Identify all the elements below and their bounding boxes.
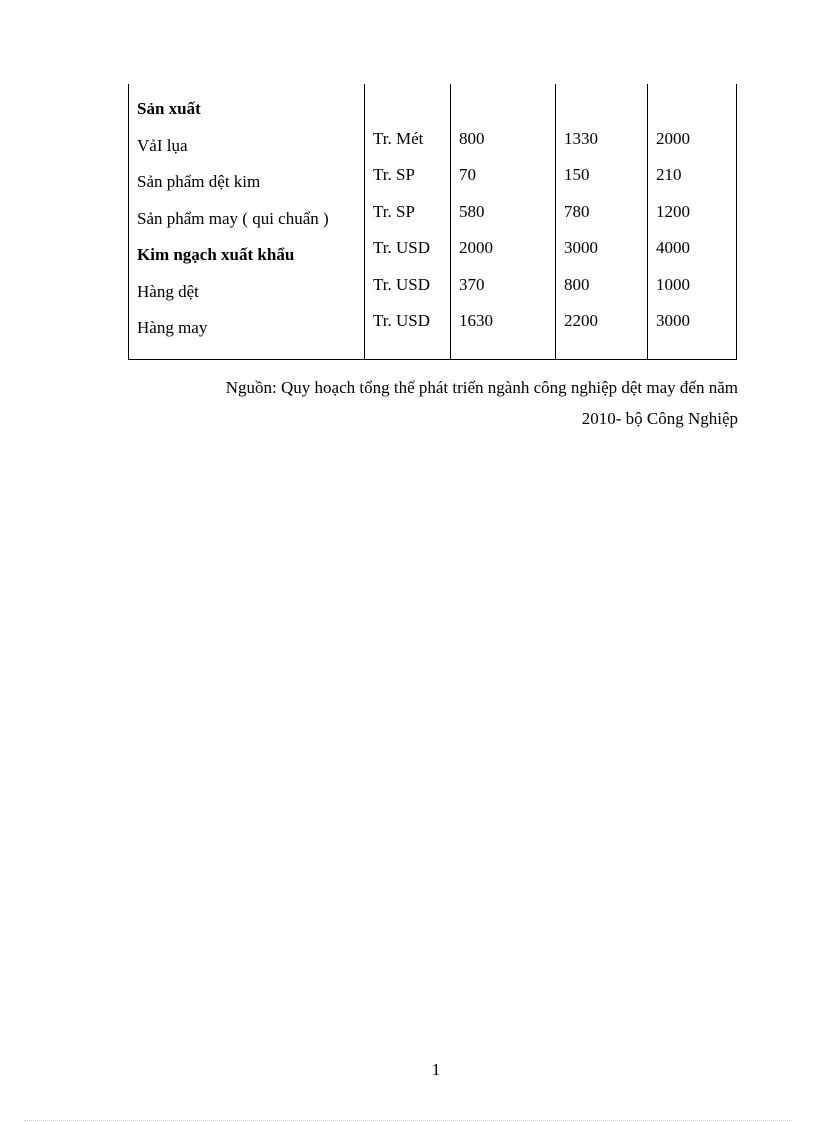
row-label: Kim ngạch xuất khẩu <box>129 237 365 274</box>
row-value-1: 2000 <box>451 237 556 274</box>
row-value-3: 2000 <box>648 128 737 165</box>
row-unit: Tr. SP <box>365 201 451 238</box>
row-value-3: 1200 <box>648 201 737 238</box>
row-label: Hàng dệt <box>129 274 365 311</box>
row-value-1: 70 <box>451 164 556 201</box>
textile-plan-table <box>128 84 737 360</box>
page-bottom-divider <box>24 1120 792 1121</box>
row-unit: Tr. Mét <box>365 128 451 165</box>
row-unit: Tr. USD <box>365 310 451 359</box>
row-unit: Tr. USD <box>365 274 451 311</box>
row-value-1 <box>451 84 556 128</box>
row-value-2: 780 <box>556 201 648 238</box>
row-unit <box>365 84 451 128</box>
row-value-3: 1000 <box>648 274 737 311</box>
row-value-1: 580 <box>451 201 556 238</box>
page-number: 1 <box>431 1060 441 1079</box>
row-value-2: 2200 <box>556 310 648 359</box>
table-row <box>129 237 737 274</box>
row-value-1: 1630 <box>451 310 556 359</box>
row-value-3: 210 <box>648 164 737 201</box>
row-label: VảI lụa <box>129 128 365 165</box>
table-row <box>129 274 737 311</box>
row-value-3 <box>648 84 737 128</box>
row-value-3: 3000 <box>648 310 737 359</box>
row-value-2 <box>556 84 648 128</box>
table-row <box>129 201 737 238</box>
row-label: Sản xuất <box>129 84 365 128</box>
row-value-2: 3000 <box>556 237 648 274</box>
row-value-2: 150 <box>556 164 648 201</box>
table-row <box>129 84 737 128</box>
table-row <box>129 164 737 201</box>
row-label: Sản phẩm may ( qui chuẩn ) <box>129 201 365 238</box>
row-value-3: 4000 <box>648 237 737 274</box>
row-value-2: 1330 <box>556 128 648 165</box>
row-label: Hàng may <box>129 310 365 359</box>
table-row <box>129 128 737 165</box>
row-label: Sản phẩm dệt kim <box>129 164 365 201</box>
source-note-line-2: 2010- bộ Công Nghiệp <box>581 409 738 428</box>
table-row <box>129 310 737 359</box>
row-value-1: 370 <box>451 274 556 311</box>
row-unit: Tr. USD <box>365 237 451 274</box>
source-note-line-1: Nguồn: Quy hoạch tổng thể phát triển ngành công nghiệp dệt may đến năm <box>225 378 738 397</box>
row-value-1: 800 <box>451 128 556 165</box>
row-unit: Tr. SP <box>365 164 451 201</box>
row-value-2: 800 <box>556 274 648 311</box>
